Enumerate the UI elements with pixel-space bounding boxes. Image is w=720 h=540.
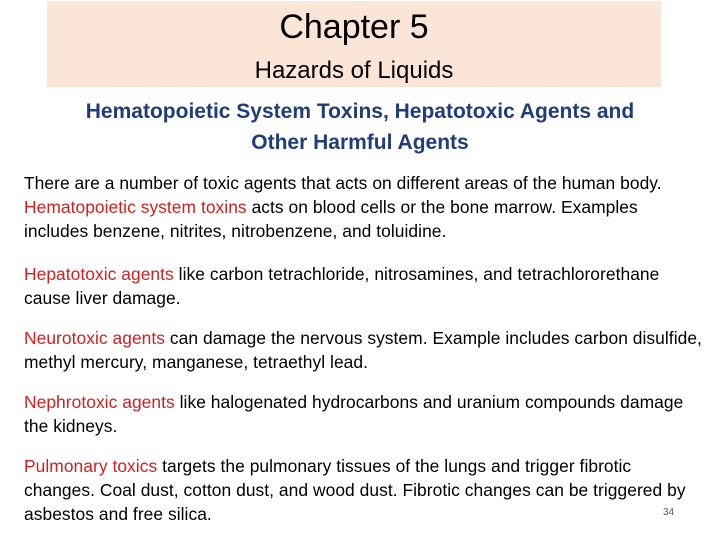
section-heading (20, 96, 700, 158)
paragraph-text: There are a number of toxic agents that acts on different areas of the human body. (24, 173, 662, 193)
paragraph-pulmonary (24, 454, 704, 526)
highlight-nephrotoxic-agents: Nephrotoxic agents (24, 392, 175, 412)
highlight-hematopoietic-toxins: Hematopoietic system toxins (24, 197, 247, 217)
paragraph-text: acts on blood cells or the bone marrow. Examples includes benzene, nitrites, nitrobenzene, and toluidine. (24, 197, 638, 241)
paragraph-text: like halogenated hydrocarbons and uranium compounds damage the kidneys. (24, 392, 684, 436)
paragraph-nephrotoxic (24, 390, 704, 438)
page-number: 34 (663, 507, 675, 518)
paragraph-intro (24, 171, 704, 243)
paragraph-text: like carbon tetrachloride, nitrosamines, and tetrachlororethane cause liver damage. (24, 264, 660, 308)
paragraph-neurotoxic (24, 326, 704, 374)
section-heading-line-2: Other Harmful Agents (251, 131, 469, 154)
paragraph-text: can damage the nervous system. Example includes carbon disulfide, methyl mercury, manganese, tetraethyl lead. (24, 328, 702, 372)
chapter-subtitle: Hazards of Liquids (254, 57, 454, 84)
highlight-neurotoxic-agents: Neurotoxic agents (24, 328, 166, 348)
title-banner (47, 1, 661, 87)
chapter-title: Chapter 5 (279, 8, 429, 46)
section-heading-line-1: Hematopoietic System Toxins, Hepatotoxic Agents and (85, 100, 635, 123)
paragraph-hepatotoxic (24, 262, 704, 310)
paragraph-text: targets the pulmonary tissues of the lungs and trigger fibrotic changes. Coal dust, cotton dust, and wood dust. Fibrotic changes can be triggered by asbestos and free silica. (24, 456, 686, 524)
highlight-pulmonary-toxics: Pulmonary toxics (24, 456, 158, 476)
highlight-hepatotoxic-agents: Hepatotoxic agents (24, 264, 174, 284)
